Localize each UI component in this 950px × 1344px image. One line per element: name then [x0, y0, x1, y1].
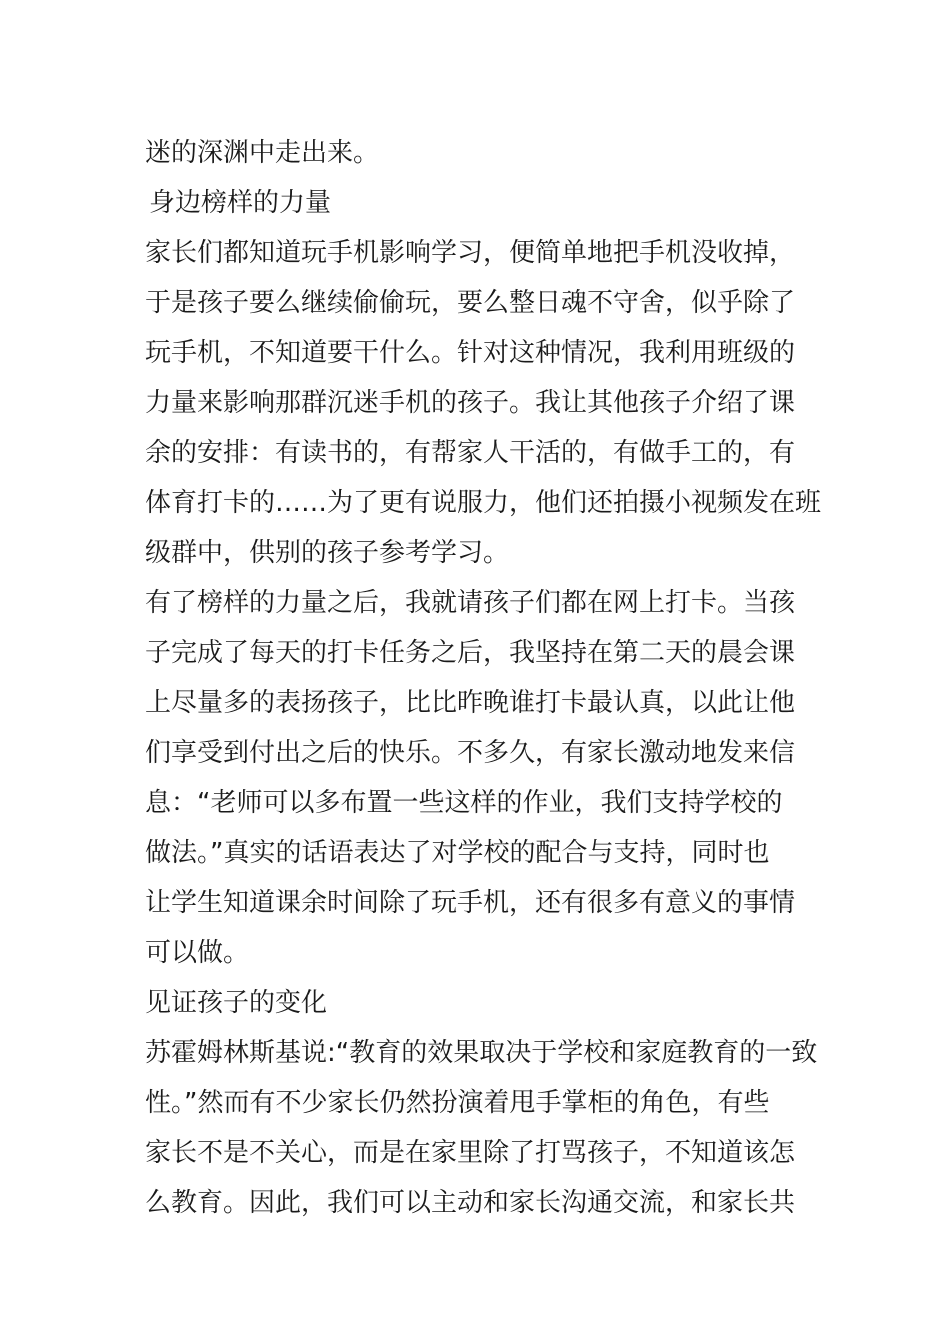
paragraph-line: 体育打卡的……为了更有说服力，他们还拍摄小视频发在班: [145, 488, 822, 518]
paragraph-line: 余的安排：有读书的，有帮家人干活的，有做手工的，有: [145, 438, 796, 468]
paragraph-line: 子完成了每天的打卡任务之后，我坚持在第二天的晨会课: [145, 638, 796, 668]
paragraph-line: 苏霍姆林斯基说:“教育的效果取决于学校和家庭教育的一致: [145, 1038, 818, 1068]
paragraph-line: 玩手机，不知道要干什么。针对这种情况，我利用班级的: [145, 338, 796, 368]
document-body: [145, 128, 822, 1228]
paragraph-line: 迷的深渊中走出来。: [145, 138, 380, 168]
paragraph-line: 上尽量多的表扬孩子，比比昨晚谁打卡最认真，以此让他: [145, 688, 796, 718]
paragraph-line: 家长不是不关心，而是在家里除了打骂孩子，不知道该怎: [145, 1138, 796, 1168]
paragraph-line: 家长们都知道玩手机影响学习，便简单地把手机没收掉，: [145, 238, 796, 268]
paragraph-line: 们享受到付出之后的快乐。不多久，有家长激动地发来信: [145, 738, 796, 768]
section-heading-role-models: 身边榜样的力量: [149, 188, 332, 218]
paragraph-line: 让学生知道课余时间除了玩手机，还有很多有意义的事情: [145, 888, 796, 918]
paragraph-line: 性。”然而有不少家长仍然扮演着甩手掌柜的角色，有些: [145, 1088, 770, 1118]
paragraph-line: 么教育。因此，我们可以主动和家长沟通交流，和家长共: [145, 1188, 796, 1218]
paragraph-line: 息：“老师可以多布置一些这样的作业，我们支持学校的: [145, 788, 783, 818]
paragraph-line: 有了榜样的力量之后，我就请孩子们都在网上打卡。当孩: [145, 588, 796, 618]
paragraph-line: 力量来影响那群沉迷手机的孩子。我让其他孩子介绍了课: [145, 388, 796, 418]
paragraph-line: 级群中，供别的孩子参考学习。: [145, 538, 510, 568]
paragraph-line: 可以做。: [145, 938, 250, 968]
paragraph-line: 做法。”真实的话语表达了对学校的配合与支持，同时也: [145, 838, 770, 868]
section-heading-witness-change: 见证孩子的变化: [145, 988, 328, 1018]
paragraph-line: 于是孩子要么继续偷偷玩，要么整日魂不守舍，似乎除了: [145, 288, 796, 318]
